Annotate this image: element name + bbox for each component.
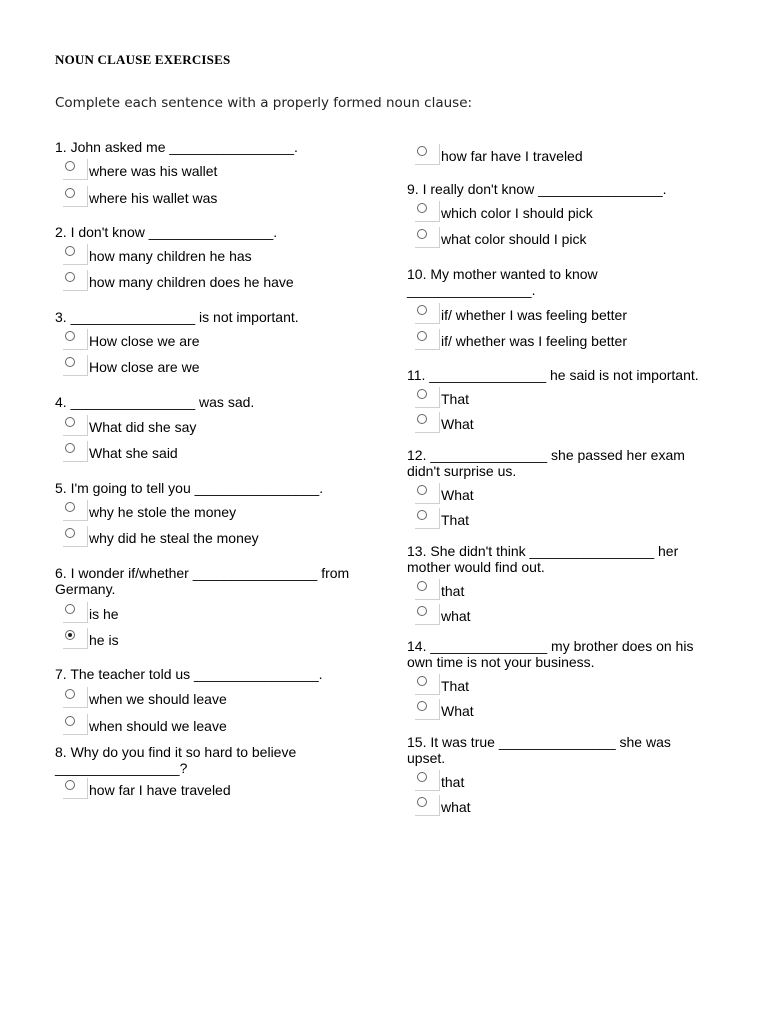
question-14 bbox=[407, 638, 717, 724]
radio-button[interactable] bbox=[417, 510, 427, 520]
radio-button[interactable] bbox=[417, 389, 427, 399]
question-13 bbox=[407, 543, 717, 629]
question-stem: 11. _______________ he said is not important. bbox=[407, 367, 699, 383]
question-7 bbox=[55, 666, 365, 739]
radio-button[interactable] bbox=[417, 797, 427, 807]
answer-option[interactable] bbox=[63, 602, 365, 627]
question-stem: 6. I wonder if/whether ________________ from Germany. bbox=[55, 565, 350, 597]
question-stem: 12. _______________ she passed her exam didn't surprise us. bbox=[407, 447, 685, 479]
question-5 bbox=[55, 480, 365, 551]
option-label: That bbox=[441, 391, 470, 407]
radio-button[interactable] bbox=[417, 203, 427, 213]
answer-option[interactable] bbox=[63, 500, 365, 525]
radio-button[interactable] bbox=[65, 161, 75, 171]
radio-button[interactable] bbox=[417, 606, 427, 616]
option-label: How close are we bbox=[89, 359, 200, 375]
question-stem: 8. Why do you find it so hard to believe ________________? bbox=[55, 744, 297, 776]
question-2 bbox=[55, 224, 365, 295]
radio-button[interactable] bbox=[65, 528, 75, 538]
option-label: What she said bbox=[89, 445, 178, 461]
radio-button[interactable] bbox=[417, 229, 427, 239]
radio-button[interactable] bbox=[65, 689, 75, 699]
answer-option[interactable] bbox=[415, 795, 717, 820]
question-stem: 4. ________________ was sad. bbox=[55, 394, 255, 410]
radio-button[interactable] bbox=[417, 305, 427, 315]
answer-option[interactable] bbox=[415, 412, 717, 437]
radio-button[interactable] bbox=[65, 604, 75, 614]
answer-option[interactable] bbox=[63, 687, 365, 712]
answer-option[interactable] bbox=[63, 329, 365, 354]
answer-option[interactable] bbox=[63, 244, 365, 269]
answer-option[interactable] bbox=[415, 329, 717, 354]
question-4 bbox=[55, 394, 365, 466]
question-6 bbox=[55, 565, 365, 653]
answer-option[interactable] bbox=[415, 144, 717, 169]
radio-button[interactable] bbox=[65, 357, 75, 367]
answer-option[interactable] bbox=[415, 770, 717, 795]
radio-button[interactable] bbox=[65, 780, 75, 790]
question-stem: 9. I really don't know ________________. bbox=[407, 181, 667, 197]
answer-option[interactable] bbox=[63, 441, 365, 466]
option-label: where was his wallet bbox=[89, 163, 218, 179]
option-label: What bbox=[441, 703, 474, 719]
question-8 bbox=[55, 744, 365, 803]
option-label: What bbox=[441, 416, 474, 432]
option-label: what color should I pick bbox=[441, 231, 587, 247]
option-label: That bbox=[441, 678, 470, 694]
option-label: That bbox=[441, 512, 470, 528]
answer-option[interactable] bbox=[63, 355, 365, 380]
option-label: how far I have traveled bbox=[89, 782, 231, 798]
option-label: if/ whether was I feeling better bbox=[441, 333, 627, 349]
option-label: where his wallet was bbox=[89, 190, 218, 206]
answer-option[interactable] bbox=[63, 628, 365, 653]
answer-option[interactable] bbox=[415, 508, 717, 533]
option-label: he is bbox=[89, 632, 119, 648]
answer-option[interactable] bbox=[63, 526, 365, 551]
radio-button[interactable] bbox=[417, 581, 427, 591]
option-label: why did he steal the money bbox=[89, 530, 259, 546]
question-9 bbox=[407, 181, 717, 252]
radio-button[interactable] bbox=[65, 246, 75, 256]
radio-button[interactable] bbox=[417, 331, 427, 341]
option-label: that bbox=[441, 774, 465, 790]
answer-option[interactable] bbox=[415, 201, 717, 226]
question-3 bbox=[55, 309, 365, 380]
question-12 bbox=[407, 447, 717, 533]
option-label: which color I should pick bbox=[441, 205, 593, 221]
radio-button[interactable] bbox=[417, 414, 427, 424]
answer-option[interactable] bbox=[63, 415, 365, 440]
question-stem: 15. It was true _______________ she was upset. bbox=[407, 734, 671, 766]
answer-option[interactable] bbox=[415, 387, 717, 412]
radio-button[interactable] bbox=[417, 676, 427, 686]
radio-button[interactable] bbox=[417, 485, 427, 495]
radio-button[interactable] bbox=[417, 146, 427, 156]
option-label: what bbox=[441, 608, 471, 624]
radio-button[interactable] bbox=[65, 502, 75, 512]
option-label: that bbox=[441, 583, 465, 599]
question-stem: 2. I don't know ________________. bbox=[55, 224, 278, 240]
radio-button[interactable] bbox=[65, 331, 75, 341]
option-label: what bbox=[441, 799, 471, 815]
radio-button[interactable] bbox=[65, 188, 75, 198]
radio-button[interactable] bbox=[417, 701, 427, 711]
option-label: how many children he has bbox=[89, 248, 252, 264]
answer-option[interactable] bbox=[63, 714, 365, 739]
answer-option[interactable] bbox=[63, 159, 365, 184]
question-stem: 1. John asked me ________________. bbox=[55, 139, 298, 155]
option-label: when should we leave bbox=[89, 718, 227, 734]
option-label: when we should leave bbox=[89, 691, 227, 707]
radio-button[interactable] bbox=[65, 417, 75, 427]
answer-option[interactable] bbox=[415, 227, 717, 252]
question-stem: 14. _______________ my brother does on his own time is not your business. bbox=[407, 638, 694, 670]
option-label: how many children does he have bbox=[89, 274, 294, 290]
question-1 bbox=[55, 139, 365, 211]
option-label: if/ whether I was feeling better bbox=[441, 307, 627, 323]
option-label: how far have I traveled bbox=[441, 148, 583, 164]
radio-button-selected[interactable] bbox=[65, 630, 75, 640]
question-11 bbox=[407, 367, 717, 437]
instructions: Complete each sentence with a properly formed noun clause: bbox=[55, 95, 473, 111]
option-label: is he bbox=[89, 606, 119, 622]
question-stem: 3. ________________ is not important. bbox=[55, 309, 299, 325]
option-label: What bbox=[441, 487, 474, 503]
option-label: What did she say bbox=[89, 419, 197, 435]
answer-option[interactable] bbox=[415, 604, 717, 629]
question-stem: 13. She didn't think ________________ her mother would find out. bbox=[407, 543, 679, 575]
option-label: How close we are bbox=[89, 333, 200, 349]
answer-option[interactable] bbox=[63, 778, 365, 803]
radio-button[interactable] bbox=[65, 443, 75, 453]
question-stem: 10. My mother wanted to know ________________. bbox=[407, 266, 598, 298]
answer-option[interactable] bbox=[63, 270, 365, 295]
answer-option[interactable] bbox=[415, 483, 717, 508]
answer-option[interactable] bbox=[415, 674, 717, 699]
question-stem: 5. I'm going to tell you ________________. bbox=[55, 480, 324, 496]
answer-option[interactable] bbox=[415, 699, 717, 724]
radio-button[interactable] bbox=[65, 716, 75, 726]
page-title: NOUN CLAUSE EXERCISES bbox=[55, 52, 231, 67]
question-10 bbox=[407, 266, 717, 354]
answer-option[interactable] bbox=[63, 186, 365, 211]
question-stem: 7. The teacher told us ________________. bbox=[55, 666, 323, 682]
answer-option[interactable] bbox=[415, 579, 717, 604]
radio-button[interactable] bbox=[417, 772, 427, 782]
question-15 bbox=[407, 734, 717, 820]
answer-option[interactable] bbox=[415, 303, 717, 328]
question-8-continued bbox=[407, 144, 717, 169]
option-label: why he stole the money bbox=[89, 504, 237, 520]
radio-button[interactable] bbox=[65, 272, 75, 282]
